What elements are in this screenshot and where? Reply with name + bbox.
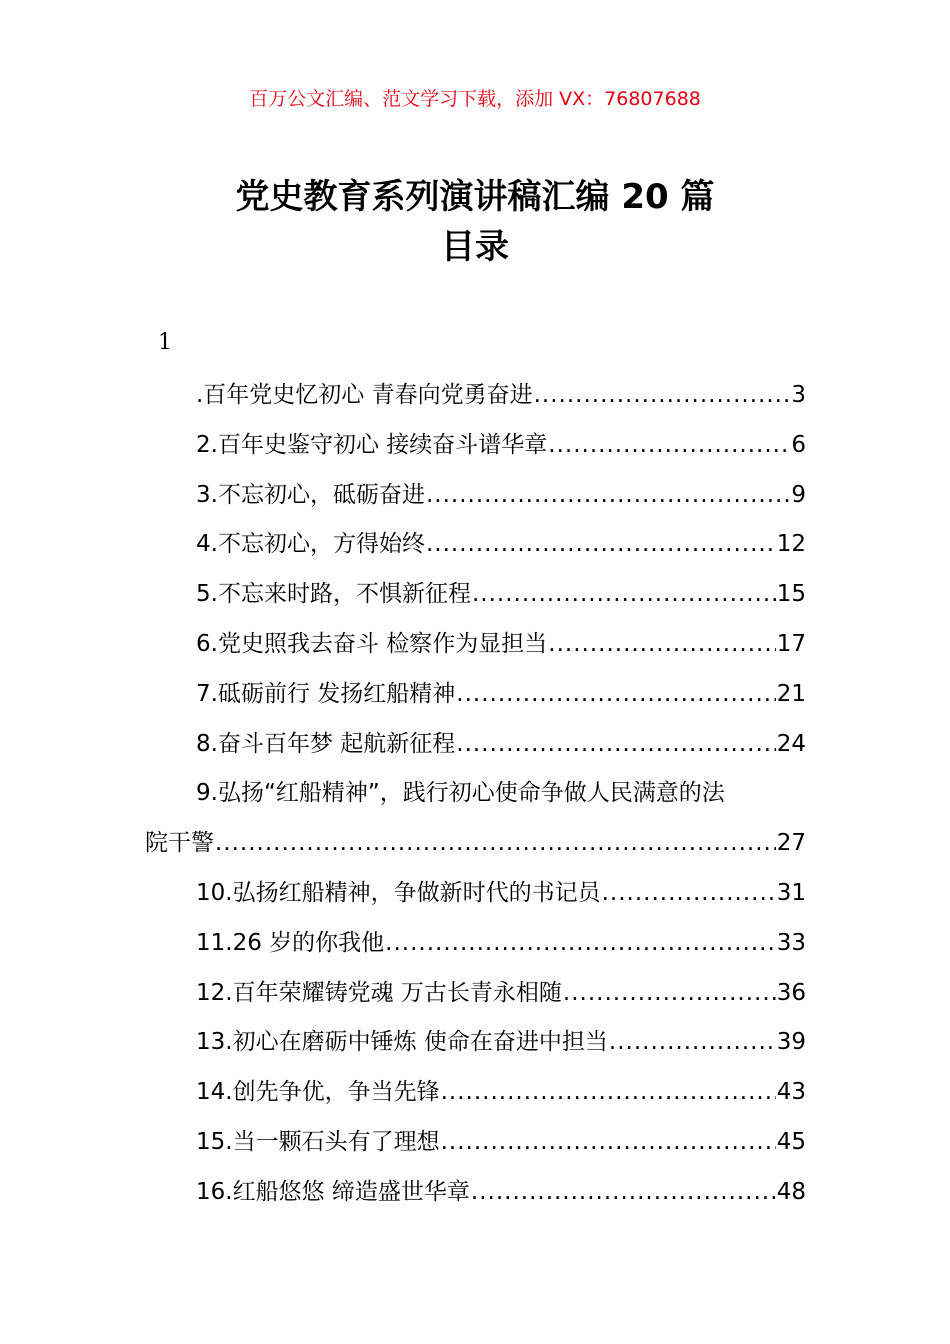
title-line: 党史教育系列演讲稿汇编 20 篇 xyxy=(235,177,715,217)
toc-entry[interactable] xyxy=(145,1018,806,1068)
toc-entry-title: 16.红船悠悠 缔造盛世华章 xyxy=(196,1178,470,1205)
document-title xyxy=(0,172,950,272)
toc-entry-title: 7.砥砺前行 发扬红船精神 xyxy=(196,680,456,707)
dot-leader xyxy=(602,869,776,919)
dot-leader xyxy=(609,1018,776,1068)
toc-entry-title: 13.初心在磨砺中锤炼 使命在奋进中担当 xyxy=(196,1029,608,1056)
dot-leader xyxy=(215,819,776,869)
toc-page-number: 48 xyxy=(776,1178,806,1205)
dot-leader xyxy=(471,1168,776,1218)
dot-leader xyxy=(385,919,776,969)
toc-entry[interactable] xyxy=(145,570,806,620)
toc-page-number: 6 xyxy=(791,431,806,458)
toc-page-number: 17 xyxy=(776,630,806,657)
toc-page-number: 33 xyxy=(776,929,806,956)
toc-entry[interactable] xyxy=(145,471,806,521)
toc-page-number: 21 xyxy=(776,680,806,707)
toc-entry[interactable] xyxy=(145,769,806,819)
watermark-banner: 百万公文汇编、范文学习下载，添加 VX：76807688 xyxy=(249,88,701,110)
toc-entry-title: 2.百年史鉴守初心 接续奋斗谱华章 xyxy=(196,431,548,458)
toc-page-number: 3 xyxy=(791,382,806,408)
dot-leader xyxy=(534,371,791,421)
toc-page-number: 9 xyxy=(791,481,806,508)
toc-entry[interactable] xyxy=(145,421,806,471)
dot-leader xyxy=(563,969,776,1019)
dot-leader xyxy=(441,1068,776,1118)
toc-entry[interactable] xyxy=(145,1068,806,1118)
toc-entry-title: 15.当一颗石头有了理想 xyxy=(196,1128,440,1155)
toc-entry-title: 12.百年荣耀铸党魂 万古长青永相随 xyxy=(196,979,562,1006)
dot-leader xyxy=(441,1118,776,1168)
toc-entry-title-cont: 院干警 xyxy=(145,830,214,857)
dot-leader xyxy=(426,520,776,570)
toc-page-number: 24 xyxy=(776,730,806,757)
toc-entry-title: 5.不忘来时路，不惧新征程 xyxy=(196,581,471,608)
dot-leader xyxy=(548,421,790,471)
toc-entry-title: 14.创先争优，争当先锋 xyxy=(196,1079,440,1106)
toc-entry-title: .百年党史忆初心 青春向党勇奋进 xyxy=(196,382,533,408)
page-marker: 1 xyxy=(158,330,172,355)
toc-heading: 目录 xyxy=(441,227,509,267)
toc-entry[interactable] xyxy=(145,1168,806,1218)
toc-entry[interactable] xyxy=(145,869,806,919)
toc-entry[interactable] xyxy=(145,670,806,720)
dot-leader xyxy=(426,471,790,521)
toc-page-number: 31 xyxy=(776,879,806,906)
toc-page-number: 36 xyxy=(776,979,806,1006)
toc-entry-title: 8.奋斗百年梦 起航新征程 xyxy=(196,730,456,757)
toc-entry-title: 6.党史照我去奋斗 检察作为显担当 xyxy=(196,630,548,657)
dot-leader xyxy=(548,620,775,670)
toc-entry[interactable] xyxy=(145,371,806,421)
toc-entry[interactable] xyxy=(145,720,806,770)
toc-page-number: 15 xyxy=(776,581,806,608)
toc-entry-title: 9.弘扬“红船精神”，践行初心使命争做人民满意的法 xyxy=(196,780,725,807)
toc-entry-title: 10.弘扬红船精神，争做新时代的书记员 xyxy=(196,879,601,906)
table-of-contents xyxy=(145,371,806,1218)
dot-leader xyxy=(472,570,776,620)
toc-entry[interactable] xyxy=(145,1118,806,1168)
toc-page-number: 45 xyxy=(776,1128,806,1155)
dot-leader xyxy=(456,670,775,720)
toc-entry-title: 4.不忘初心，方得始终 xyxy=(196,531,425,558)
toc-entry[interactable] xyxy=(145,520,806,570)
toc-page-number: 12 xyxy=(776,531,806,558)
toc-entry[interactable] xyxy=(145,919,806,969)
toc-page-number: 27 xyxy=(776,830,806,857)
toc-entry-title: 11.26 岁的你我他 xyxy=(196,929,385,956)
dot-leader xyxy=(456,720,775,770)
toc-entry-continued[interactable] xyxy=(145,819,806,869)
toc-page-number: 43 xyxy=(776,1079,806,1106)
toc-entry[interactable] xyxy=(145,969,806,1019)
toc-entry[interactable] xyxy=(145,620,806,670)
toc-entry-title: 3.不忘初心，砥砺奋进 xyxy=(196,481,425,508)
toc-page-number: 39 xyxy=(776,1029,806,1056)
